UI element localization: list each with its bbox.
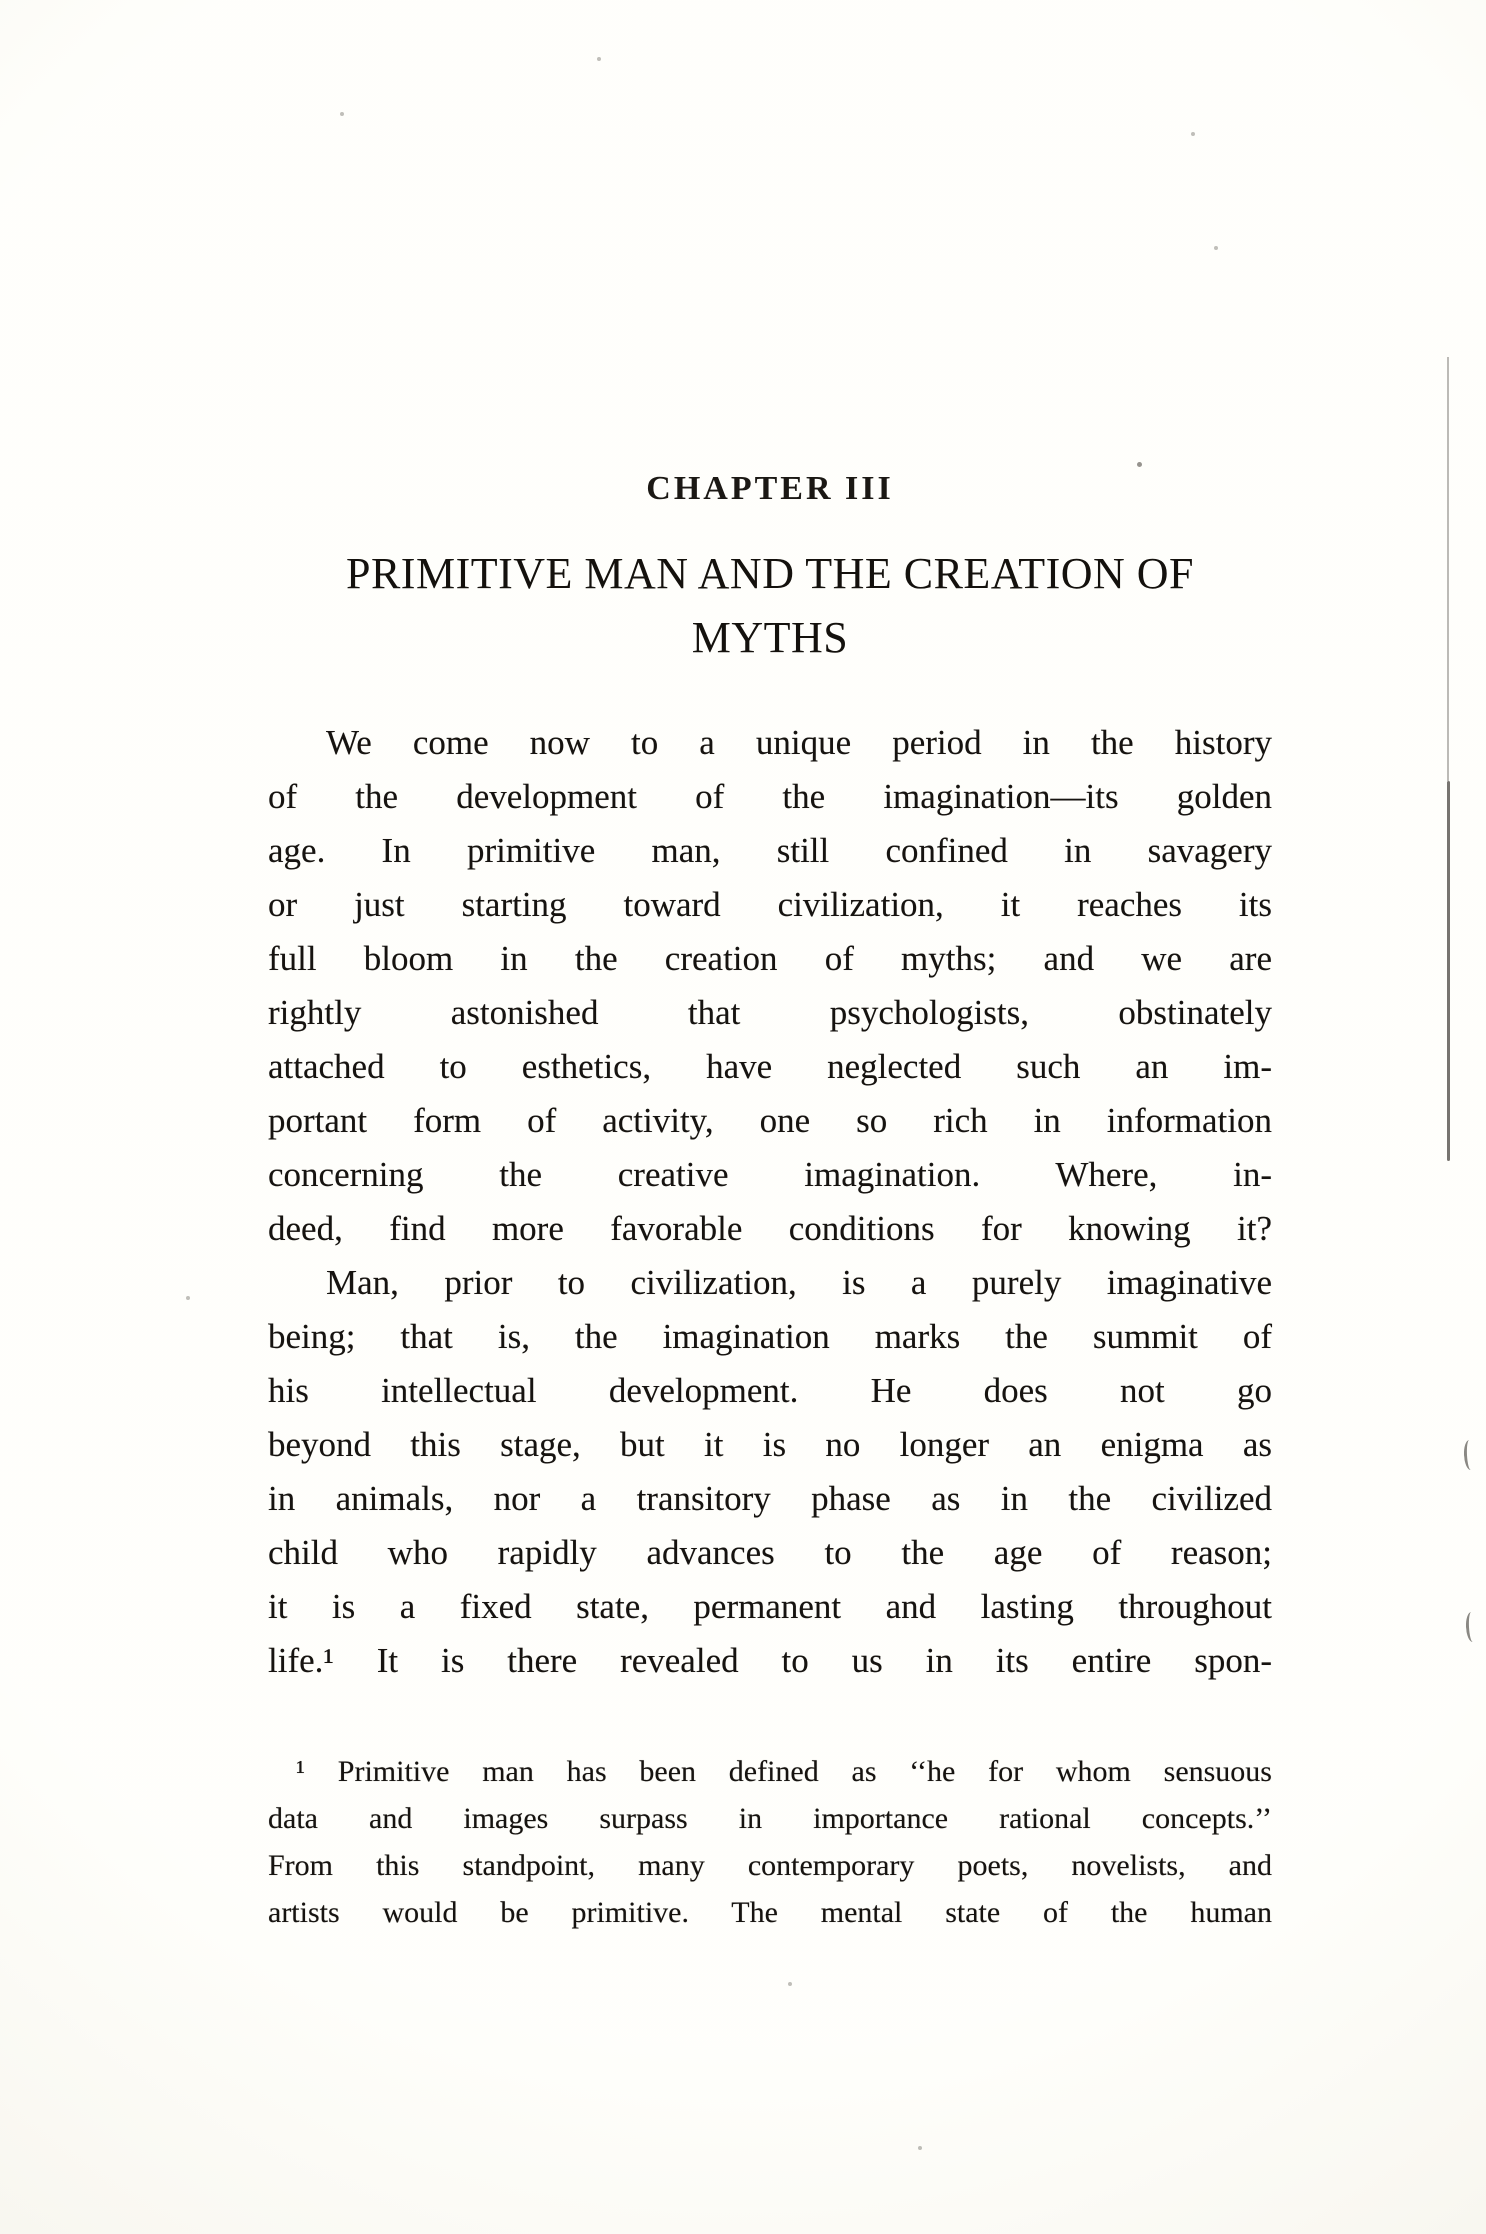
- text-line: portant form of activity, one so rich in information: [268, 1101, 1272, 1140]
- scan-speck: [1191, 132, 1195, 136]
- body-text: [268, 716, 1272, 1688]
- scan-speck: [1137, 462, 1142, 467]
- text-line: beyond this stage, but it is no longer an enigma as: [268, 1425, 1272, 1464]
- scan-speck: [918, 2146, 922, 2150]
- text-line: being; that is, the imagination marks the summit of: [268, 1317, 1272, 1356]
- footnote-line: artists would be primitive. The mental state of the human: [268, 1896, 1272, 1929]
- text-line: attached to esthetics, have neglected such an im-: [268, 1047, 1272, 1086]
- scan-speck: [340, 112, 344, 116]
- scan-speck: [597, 57, 601, 61]
- text-line: in animals, nor a transitory phase as in the civilized: [268, 1479, 1272, 1518]
- footnote-line: From this standpoint, many contemporary poets, novelists, and: [268, 1849, 1272, 1882]
- text-line: child who rapidly advances to the age of reason;: [268, 1533, 1272, 1572]
- page-title-line1: PRIMITIVE MAN AND THE CREATION OF: [345, 549, 1195, 598]
- text-line: We come now to a unique period in the history: [326, 723, 1272, 762]
- footnote-line: ¹ Primitive man has been defined as ‘‘he for whom sensuous: [296, 1755, 1272, 1788]
- scan-artifact-mark: [1465, 1612, 1479, 1643]
- text-line: or just starting toward civilization, it reaches its: [268, 885, 1272, 924]
- text-line: Man, prior to civilization, is a purely imaginative: [326, 1263, 1272, 1302]
- page-title: [268, 542, 1272, 670]
- scan-artifact-vertical-line: [1447, 357, 1449, 781]
- scan-speck: [788, 1982, 792, 1986]
- text-line: life.¹ It is there revealed to us in its entire spon-: [268, 1641, 1272, 1680]
- footnote: [268, 1748, 1272, 1936]
- text-line: his intellectual development. He does not go: [268, 1371, 1272, 1410]
- text-block: [268, 470, 1272, 1936]
- text-line: concerning the creative imagination. Where, in-: [268, 1155, 1272, 1194]
- text-line: rightly astonished that psychologists, obstinately: [268, 993, 1272, 1032]
- scan-speck: [1214, 246, 1218, 250]
- text-line: of the development of the imagination—its golden: [268, 777, 1272, 816]
- text-line: it is a fixed state, permanent and lasting throughout: [268, 1587, 1272, 1626]
- scan-artifact-mark: [1463, 1440, 1477, 1471]
- paragraph-2: [268, 1256, 1272, 1688]
- text-line: deed, find more favorable conditions for knowing it?: [268, 1209, 1272, 1248]
- page-title-line2: MYTHS: [691, 613, 849, 662]
- paragraph-1: [268, 716, 1272, 1256]
- text-line: age. In primitive man, still confined in savagery: [268, 831, 1272, 870]
- text-line: full bloom in the creation of myths; and we are: [268, 939, 1272, 978]
- footnote-line: data and images surpass in importance rational concepts.’’: [268, 1802, 1272, 1835]
- chapter-heading: CHAPTER III: [646, 470, 894, 507]
- scan-artifact-vertical-line: [1447, 781, 1450, 1161]
- scan-speck: [186, 1296, 190, 1300]
